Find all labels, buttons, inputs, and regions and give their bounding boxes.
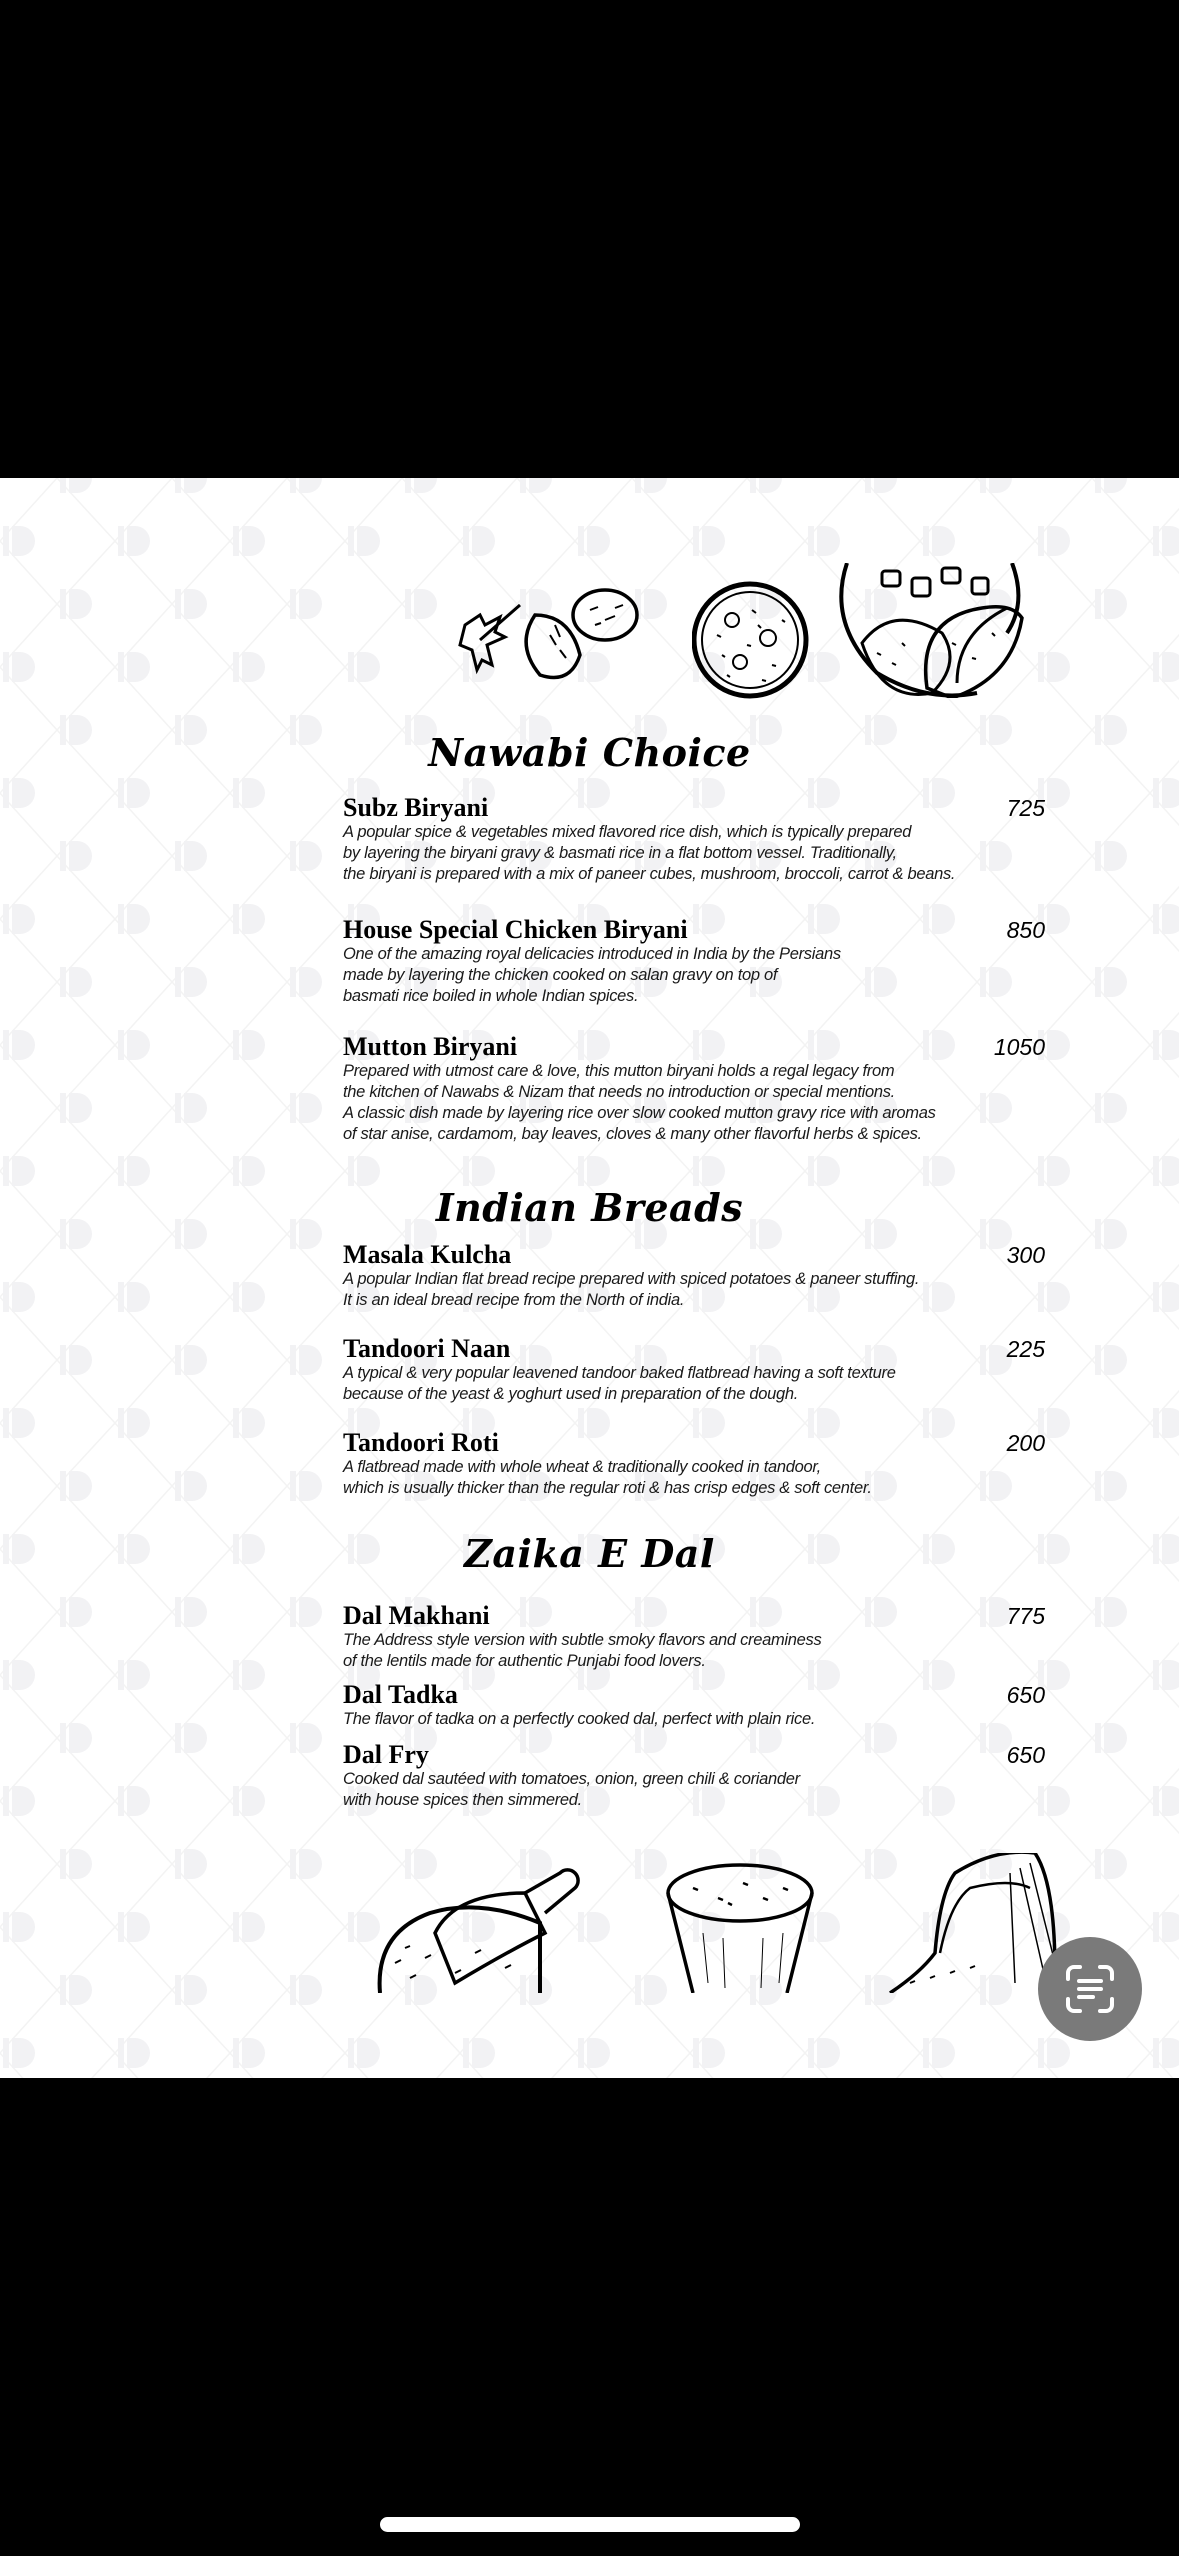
item-price: 300 [1006,1242,1045,1268]
item-price: 650 [1006,1682,1045,1708]
item-price: 850 [1006,917,1045,943]
menu-image [0,478,1179,2078]
item-name: Mutton Biryani [343,1032,518,1061]
top-letterbox [0,0,1179,478]
bottom-letterbox [0,2078,1179,2556]
menu-item [343,916,1045,1007]
menu-item [343,1741,1045,1811]
menu-item [343,1033,1045,1145]
section-title-zaika-e-dal: Zaika E Dal [464,1531,715,1576]
menu-item [343,1241,1045,1311]
menu-item [343,1681,1045,1730]
menu-item [343,1335,1045,1405]
biryani-plate-sketch-icon [832,563,1027,698]
dal-glass-sketch-icon [663,1863,818,1993]
rice-scoop-sketch-icon [375,1863,600,1993]
menu-item [343,1429,1045,1499]
item-description: The flavor of tadka on a perfectly cooked dal, perfect with plain rice. [343,1710,816,1728]
item-description: A popular spice & vegetables mixed flavored rice dish, which is typically prepared by layering the biryani gravy & basmati rice in a flat bottom vessel. Traditionally, the biryani is prepared with a mix of paneer cubes, mushroom, broccoli, carrot & beans. [343,823,956,883]
item-description: The Address style version with subtle smoky flavors and creaminess of the lentils made for authentic Punjabi food lovers. [343,1631,822,1670]
section-title-nawabi-choice: Nawabi Choice [428,730,751,775]
item-price: 650 [1006,1742,1045,1768]
item-price: 200 [1006,1430,1045,1456]
item-price: 1050 [993,1034,1045,1060]
item-price: 775 [1006,1603,1045,1629]
item-name: Masala Kulcha [343,1240,512,1269]
item-description: A typical & very popular leavened tandoor baked flatbread having a soft texture because of the yeast & yoghurt used in preparation of the dough. [343,1364,896,1403]
item-description: Prepared with utmost care & love, this mutton biryani holds a regal legacy from the kitchen of Nawabs & Nizam that needs no introduction or special mentions. A classic dish made by layering rice over slow cooked mutton gravy rice with aromas of star anise, cardamom, bay leaves, cloves & many other flavorful herbs & spices. [343,1062,936,1143]
menu-item [343,1602,1045,1672]
item-name: Dal Fry [343,1740,429,1769]
item-description: A popular Indian flat bread recipe prepared with spiced potatoes & paneer stuffing. It is an ideal bread recipe from the North of india. [343,1270,920,1309]
rice-bowl-sketch-icon [692,580,810,700]
section-title-indian-breads: Indian Breads [435,1185,744,1230]
menu-item [343,794,1045,885]
item-description: Cooked dal sautéed with tomatoes, onion, green chili & coriander with house spices then simmered. [343,1770,800,1809]
item-name: Dal Makhani [343,1601,490,1630]
live-text-scan-button[interactable] [1038,1937,1142,2041]
item-price: 725 [1006,795,1045,821]
home-indicator[interactable] [380,2517,800,2532]
item-description: One of the amazing royal delicacies introduced in India by the Persians made by layering the chicken cooked on salan gravy on top of basmati rice boiled in whole Indian spices. [343,945,841,1005]
item-name: Subz Biryani [343,793,489,822]
item-name: Dal Tadka [343,1680,458,1709]
parsley-lemon-sketch-icon [445,580,655,680]
item-name: House Special Chicken Biryani [343,915,688,944]
item-name: Tandoori Roti [343,1428,499,1457]
item-description: A flatbread made with whole wheat & traditionally cooked in tandoor, which is usually thicker than the regular roti & has crisp edges & soft center. [343,1458,872,1497]
item-name: Tandoori Naan [343,1334,511,1363]
item-price: 225 [1006,1336,1045,1362]
text-scan-icon [1062,1961,1118,2017]
rice-sack-sketch-icon [880,1853,1060,1993]
